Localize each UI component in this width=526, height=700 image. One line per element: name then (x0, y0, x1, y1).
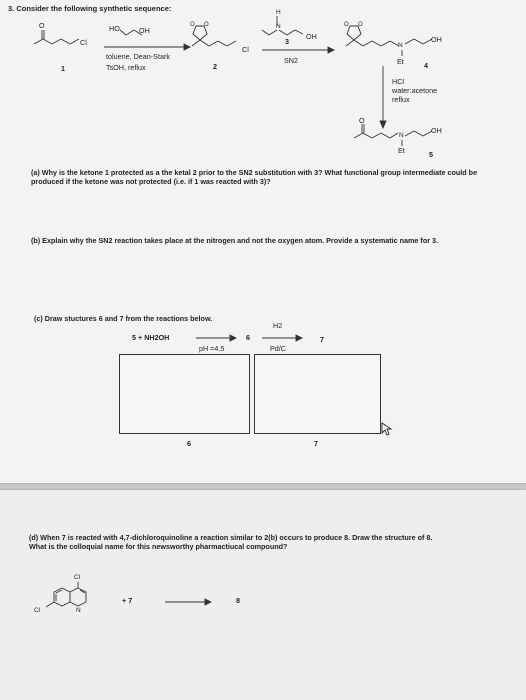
compound-label-7-box: 7 (314, 439, 318, 448)
part-b-question: (b) Explain why the SN2 reaction takes place at the nitrogen and not the oxygen atom. Provide a systematic name for 3. (31, 236, 438, 245)
reaction-arrow-c1 (196, 335, 236, 341)
atom-o-ketal-left: O (190, 22, 195, 28)
reaction-arrow-2 (262, 47, 334, 53)
compound-label-2: 2 (213, 62, 217, 71)
compound-label-3: 3 (285, 37, 289, 46)
answer-box-6[interactable] (119, 354, 250, 434)
part-c-h2: H2 (273, 321, 283, 330)
answer-box-7[interactable] (254, 354, 381, 434)
reaction-arrow-d (165, 599, 211, 605)
dichloroquinoline-structure (40, 582, 104, 624)
atom-o: O (39, 21, 45, 30)
atom-n-5: N (399, 132, 404, 139)
atom-cl-quinoline-top: Cl (74, 574, 81, 581)
part-d-line-2: What is the colloquial name for this newsworthy pharmactiucal compound? (29, 542, 288, 551)
worksheet-page-2 (0, 490, 526, 700)
atom-oh-3: OH (306, 32, 317, 41)
part-a-question: (a) Why is the ketone 1 protected as a the ketal 2 prior to the SN2 substitution with 3? What functional group intermediate could be produced if the ketone was not protected (i.e. if 1 was reacted with 3)? (31, 168, 478, 186)
atom-cl: Cl (80, 38, 87, 47)
compound-label-5: 5 (429, 150, 433, 159)
compound-label-7-reaction: 7 (320, 335, 324, 344)
compound-label-6-box: 6 (187, 439, 191, 448)
atom-o-ketal-right: O (204, 22, 209, 28)
part-c-question: (c) Draw stuctures 6 and 7 from the reactions below. (34, 314, 213, 323)
step3-condition-3: reflux (392, 95, 410, 104)
compound-2-structure (190, 22, 250, 56)
part-c-condition-ph: pH =4.5 (199, 344, 225, 353)
atom-n-3: N (276, 23, 281, 30)
atom-oh-5: OH (431, 126, 442, 135)
atom-n-quinoline: N (76, 607, 81, 614)
atom-et-4: Et (397, 57, 404, 66)
step1-condition-1: toluene, Dean-Stark (106, 52, 170, 61)
compound-label-1: 1 (61, 64, 65, 73)
atom-oh: OH (139, 26, 150, 35)
part-c-reactants: 5 + NH2OH (132, 333, 170, 342)
atom-o-4-right: O (358, 22, 363, 28)
atom-n-4: N (398, 42, 403, 49)
part-d-plus-7: + 7 (122, 596, 133, 605)
atom-cl-quinoline-left: Cl (34, 607, 41, 614)
atom-h: H (276, 9, 281, 16)
atom-et-5: Et (398, 146, 405, 155)
mouse-cursor-icon (380, 422, 394, 436)
part-c-catalyst: Pd/C (270, 344, 286, 353)
part-d-line-1: (d) When 7 is reacted with 4,7-dichloroquinoline a reaction similar to 2(b) occurs to produce 8. Draw the structure of 8. (29, 533, 433, 542)
atom-oh-4: OH (431, 35, 442, 44)
reaction-arrow-1 (104, 44, 190, 50)
compound-label-6-reaction: 6 (246, 333, 250, 342)
step2-condition: SN2 (284, 56, 298, 65)
step3-condition-2: water:acetone (392, 86, 438, 95)
compound-label-4: 4 (424, 61, 428, 70)
atom-o-5: O (359, 116, 365, 125)
compound-label-8: 8 (236, 596, 240, 605)
reaction-arrow-c2 (262, 335, 302, 341)
atom-ho: HO (109, 24, 120, 33)
atom-cl-2: Cl (242, 45, 249, 54)
atom-o-4-left: O (344, 22, 349, 28)
step3-condition-1: HCl (392, 77, 404, 86)
question-title: 3. Consider the following synthetic sequence: (8, 4, 172, 13)
step1-condition-2: TsOH, reflux (106, 63, 146, 72)
